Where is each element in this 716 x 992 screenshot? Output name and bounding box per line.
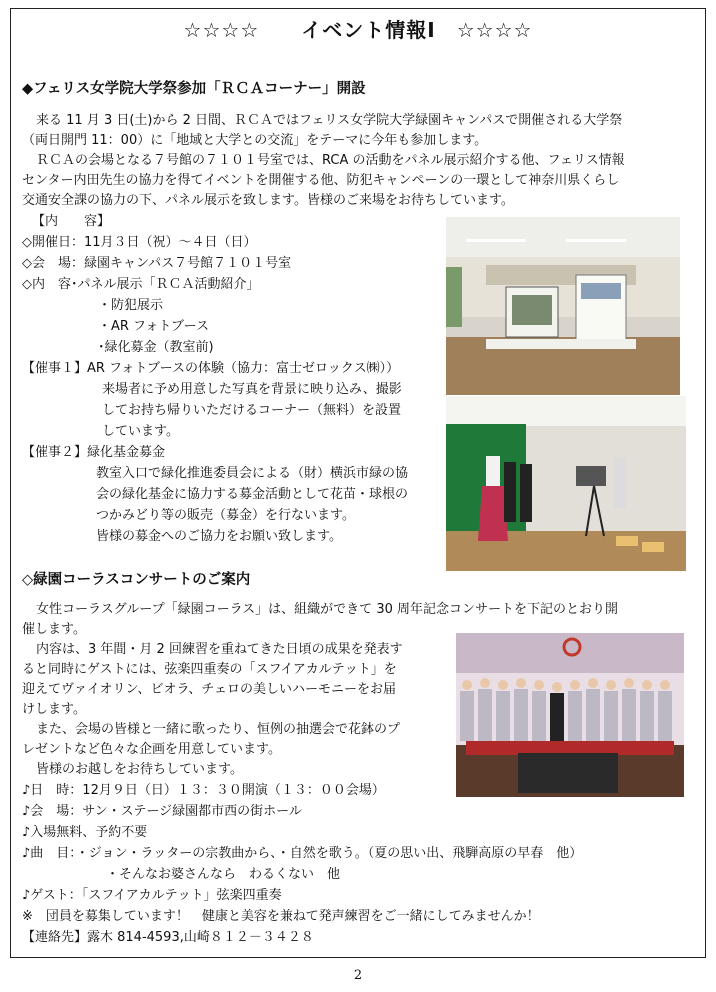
detail-line: ◇内 容･パネル展示「ＲＣＡ活動紹介」 bbox=[22, 277, 260, 292]
detail-line: ◇開催日：11月３日（祝）～４日（日） bbox=[22, 235, 257, 250]
section2-heading: ◇緑園コーラスコンサートのご案内 bbox=[22, 572, 251, 588]
s1-paragraph-line: ＲＣＡの会場となる７号館の７１０１号室では、RCA の活動をパネル展示紹介する他、フェリス情報 bbox=[36, 153, 625, 168]
detail-line: ･緑化募金（教室前) bbox=[98, 340, 214, 355]
concert-info-line: ・そんなお婆さんなら わるくない 他 bbox=[106, 867, 341, 882]
event2-line: 教室入口で緑化推進委員会による（財）横浜市緑の協 bbox=[96, 466, 409, 481]
s2-paragraph-line: 皆様のお越しをお待ちしています。 bbox=[36, 762, 243, 777]
page-title: ☆☆☆☆ イベント情報Ⅰ ☆☆☆☆ bbox=[183, 18, 533, 42]
s2-paragraph-line: また、会場の皆様と一緒に歌ったり、恒例の抽選会で花鉢のプ bbox=[36, 722, 401, 737]
chorus-photo bbox=[456, 633, 684, 797]
event1-line: してお持ち帰りいただけるコーナー（無料）を設置 bbox=[102, 403, 402, 418]
s2-paragraph-line: レゼントなど色々な企画を用意しています。 bbox=[22, 742, 281, 757]
concert-info-line: ♪入場無料、予約不要 bbox=[22, 825, 148, 840]
s2-paragraph-line: 迎えてヴァイオリン、ビオラ、チェロの美しいハーモニーをお届 bbox=[22, 682, 397, 697]
event1-line: 来場者に予め用意した写真を背景に映り込み、撮影 bbox=[102, 382, 402, 397]
s2-paragraph-line: 催します。 bbox=[22, 622, 86, 637]
s2-paragraph-line: 女性コーラスグループ「緑園コーラス」は、組織ができて 30 周年記念コンサートを下記のとおり開 bbox=[36, 602, 618, 617]
event2-line: 皆様の募金へのご協力をお願い致します。 bbox=[96, 529, 342, 544]
contact-line: 【連絡先】露木 814-4593,山崎８１２－３４２８ bbox=[22, 930, 314, 945]
event2-line: 会の緑化基金に協力する募金活動として花苗・球根の bbox=[96, 487, 409, 502]
event1-line: しています。 bbox=[102, 424, 179, 439]
recruitment-note: ※ 団員を募集しています！ 健康と美容を兼ねて発声練習をご一緒にしてみませんか！ bbox=[22, 909, 540, 924]
s1-paragraph-line: 来る 11 月 3 日(土)から 2 日間、ＲＣＡではフェリス女学院大学緑園キャンパスで開催される大学祭 bbox=[36, 113, 623, 128]
concert-info-line: ♪日 時：12月９日（日）１３：３０開演（１３：００会場） bbox=[22, 783, 385, 798]
event2-line: つかみどり等の販売（募金）を行ないます。 bbox=[96, 508, 355, 523]
s1-paragraph-line: （両日開門 11：00）に「地域と大学との交流」をテーマに今年も参加します。 bbox=[22, 133, 488, 148]
s1-paragraph-line: 交通安全課の協力の下、パネル展示を致します。皆様のご来場をお待ちしています。 bbox=[22, 193, 514, 208]
concert-info-line: ♪ゲスト：「スフイアカルテット」弦楽四重奏 bbox=[22, 888, 282, 903]
ar-photobooth-photo bbox=[446, 396, 686, 571]
section1-heading: ◆フェリス女学院大学祭参加「ＲＣＡコーナー」開設 bbox=[22, 81, 366, 97]
s1-paragraph-line: センター内田先生の協力を得てイベントを開催する他、防犯キャンペーンの一環として神奈川県くらし bbox=[22, 173, 620, 188]
event2-title: 【催事２】緑化基金募金 bbox=[22, 445, 166, 460]
page-number: 2 bbox=[353, 968, 363, 983]
s2-paragraph-line: ると同時にゲストには、弦楽四重奏の「スフイアカルテット」を bbox=[22, 662, 397, 677]
detail-line: ・AR フォトブース bbox=[98, 319, 209, 334]
detail-line: ・防犯展示 bbox=[98, 298, 164, 313]
detail-line: ◇会 場：緑園キャンパス７号館７１０１号室 bbox=[22, 256, 292, 271]
details-label: 【内 容】 bbox=[32, 214, 111, 229]
concert-info-line: ♪会 場：サン・ステージ緑園都市西の街ホール bbox=[22, 804, 302, 819]
concert-info-line: ♪曲 目：・ジョン・ラッターの宗教曲から、・自然を歌う。（夏の思い出、飛騨高原の早春 他） bbox=[22, 846, 583, 861]
event1-title: 【催事１】AR フォトブースの体験（協力：富士ゼロックス㈱）） bbox=[22, 361, 400, 376]
s2-paragraph-line: 内容は、3 年間・月 2 回練習を重ねてきた日頃の成果を発表す bbox=[36, 642, 403, 657]
classroom-exhibit-photo bbox=[446, 217, 680, 395]
s2-paragraph-line: けします。 bbox=[22, 702, 86, 717]
